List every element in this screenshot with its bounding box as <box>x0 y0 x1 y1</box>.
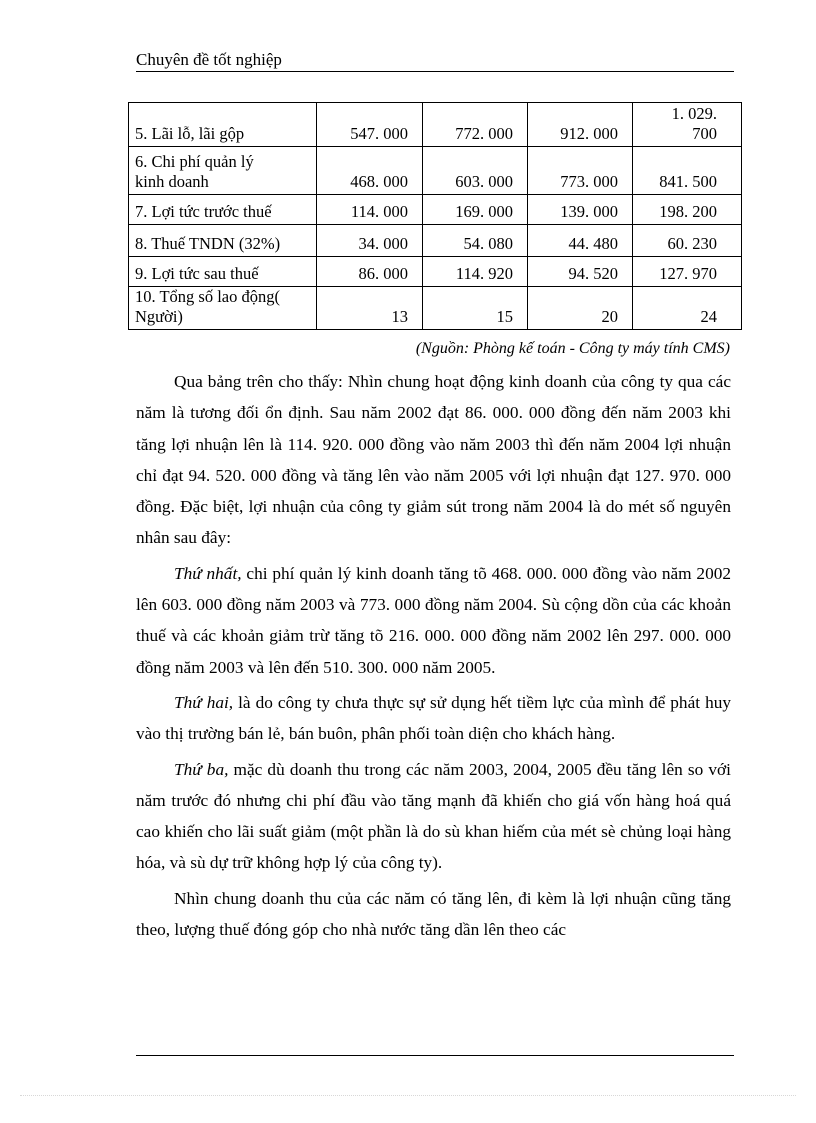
table-row <box>129 257 742 287</box>
table-cell: 13 <box>317 287 423 330</box>
row-label: 9. Lợi tức sau thuế <box>129 257 317 287</box>
table-cell: 912. 000 <box>528 103 633 147</box>
cell-line: 700 <box>692 124 717 143</box>
row-label <box>129 287 317 330</box>
row-label: 5. Lãi lỗ, lãi gộp <box>129 103 317 147</box>
table-cell: 94. 520 <box>528 257 633 287</box>
table-row <box>129 225 742 257</box>
row-label <box>129 147 317 195</box>
table-cell: 773. 000 <box>528 147 633 195</box>
header-divider <box>136 71 734 72</box>
footer-divider <box>136 1055 734 1056</box>
table-row <box>129 147 742 195</box>
page-edge <box>20 1095 796 1096</box>
table-cell: 114. 000 <box>317 195 423 225</box>
paragraph <box>136 687 731 750</box>
table-cell: 139. 000 <box>528 195 633 225</box>
table-cell: 24 <box>633 287 742 330</box>
label-line: Người) <box>135 307 183 326</box>
paragraph-text: là do công ty chưa thực sự sử dụng hết tiềm lực của mình để phát huy vào thị trường bán lẻ, bán buôn, phân phối toàn diện cho khách hàng. <box>136 692 731 744</box>
table-cell: 54. 080 <box>423 225 528 257</box>
label-line: 10. Tổng số lao động( <box>135 287 280 306</box>
cell-line: 1. 029. <box>671 104 717 123</box>
paragraph-lead: Thứ ba, <box>174 759 229 779</box>
paragraph-text: Qua bảng trên cho thấy: Nhìn chung hoạt động kinh doanh của công ty qua các năm là tương đối ổn định. Sau năm 2002 đạt 86. 000. 000 đồng đến năm 2003 khi tăng lợi nhuận lên là 114. 920. 000 đồng vào năm 2003 thì đến năm 2004 lợi nhuận chỉ đạt 94. 520. 000 đồng và tăng lên vào năm 2005 với lợi nhuận đạt 127. 970. 000 đồng. Đặc biệt, lợi nhuận của công ty giảm sút trong năm 2004 là do mét số nguyên nhân sau đây: <box>136 372 731 548</box>
table-cell: 15 <box>423 287 528 330</box>
page-header-title: Chuyên đề tốt nghiệp <box>136 50 282 69</box>
row-label: 8. Thuế TNDN (32%) <box>129 225 317 257</box>
paragraph <box>136 558 731 683</box>
table-cell: 60. 230 <box>633 225 742 257</box>
table-source-note: (Nguồn: Phòng kế toán - Công ty máy tính CMS) <box>415 340 730 357</box>
table-cell: 114. 920 <box>423 257 528 287</box>
paragraph <box>136 754 731 879</box>
table-cell: 198. 200 <box>633 195 742 225</box>
table-row <box>129 195 742 225</box>
table-cell: 772. 000 <box>423 103 528 147</box>
table-cell: 603. 000 <box>423 147 528 195</box>
paragraph-lead: Thứ nhất, <box>174 563 242 583</box>
table-cell: 20 <box>528 287 633 330</box>
table-cell: 169. 000 <box>423 195 528 225</box>
table-cell <box>633 103 742 147</box>
table-cell: 841. 500 <box>633 147 742 195</box>
paragraph <box>136 366 731 554</box>
table-cell: 468. 000 <box>317 147 423 195</box>
paragraph <box>136 883 731 946</box>
body-text <box>136 366 731 949</box>
paragraph-text: mặc dù doanh thu trong các năm 2003, 2004, 2005 đều tăng lên so với năm trước đó nhưng chi phí đầu vào tăng mạnh đã khiến cho giá vốn hàng hoá quá cao khiến cho lãi suất giảm (một phần là do sù khan hiếm của mét sè chủng loại hàng hóa, và sù dự trữ không hợp lý của công ty). <box>136 759 731 873</box>
financial-table <box>128 102 742 330</box>
table-row <box>129 287 742 330</box>
table-cell: 86. 000 <box>317 257 423 287</box>
paragraph-lead: Thứ hai, <box>174 692 234 712</box>
row-label: 7. Lợi tức trước thuế <box>129 195 317 225</box>
label-line: 6. Chi phí quản lý <box>135 152 254 171</box>
table-cell: 127. 970 <box>633 257 742 287</box>
paragraph-text: chi phí quản lý kinh doanh tăng tõ 468. 000. 000 đồng vào năm 2002 lên 603. 000 đồng năm 2003 và 773. 000 đồng năm 2004. Sù cộng dồn của các khoản thuế và các khoản giảm trừ tăng tõ 216. 000. 000 đồng năm 2002 lên 297. 000. 000 đồng năm 2003 và lên đến 510. 300. 000 năm 2005. <box>136 563 731 677</box>
table-cell: 44. 480 <box>528 225 633 257</box>
table-cell: 547. 000 <box>317 103 423 147</box>
table-row <box>129 103 742 147</box>
label-line: kinh doanh <box>135 172 209 191</box>
paragraph-text: Nhìn chung doanh thu của các năm có tăng lên, đi kèm là lợi nhuận cũng tăng theo, lượng thuế đóng góp cho nhà nước tăng dần lên theo các <box>136 888 731 940</box>
table-cell: 34. 000 <box>317 225 423 257</box>
